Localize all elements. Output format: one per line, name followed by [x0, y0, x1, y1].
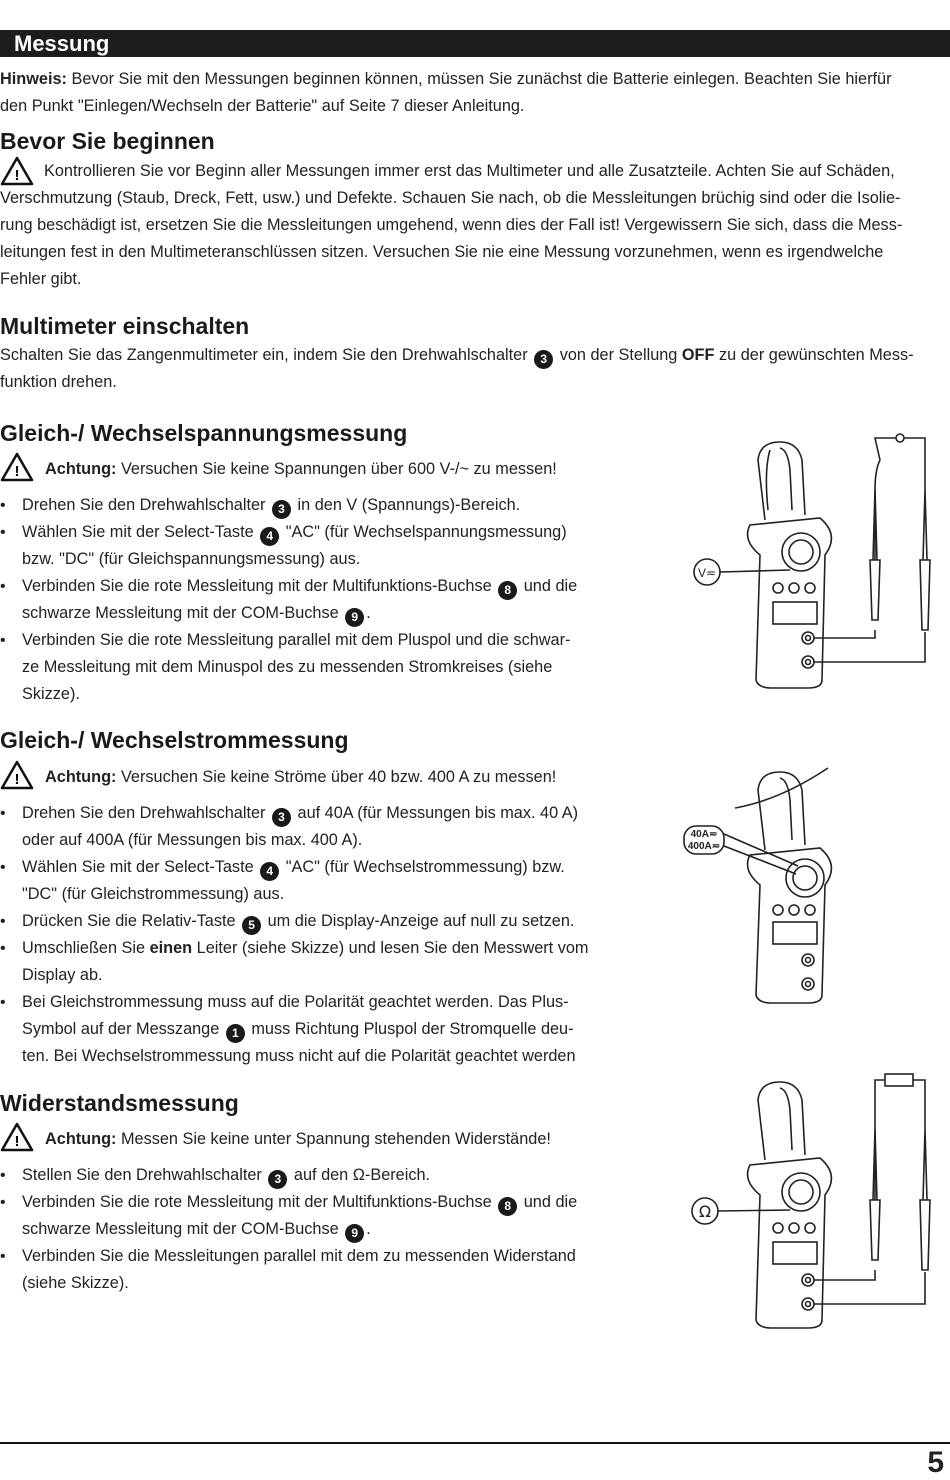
bullet: •	[0, 913, 6, 930]
warning-text: Versuchen Sie keine Ströme über 40 bzw. 400 A zu messen!	[120, 768, 557, 786]
hinweis-line: den Punkt "Einlegen/Wechseln der Batterie" auf Seite 7 dieser Anleitung.	[0, 97, 525, 115]
strom-warning	[45, 764, 556, 791]
bevor-paragraph	[0, 158, 950, 293]
bullet: •	[0, 1248, 6, 1265]
bullet: •	[0, 859, 6, 876]
svg-text:!: !	[14, 167, 20, 184]
list-item: • Verbinden Sie die rote Messleitung mit der Multifunktions-Buchse 8 und die schwarze Messleitung mit der COM-Buchse 9 .	[0, 1189, 640, 1243]
bevor-line: rung beschädigt ist, ersetzen Sie die Messleitungen umgehend, wenn dies der Fall ist! Vergewissern Sie sich, dass die Mess-	[0, 216, 903, 234]
svg-text:!: !	[14, 771, 20, 788]
range-label: Ω	[698, 1202, 712, 1221]
list-item: • Umschließen Sie einen Leiter (siehe Skizze) und lesen Sie den Messwert vom Display ab.	[0, 935, 640, 989]
text: von der Stellung	[559, 346, 678, 364]
warning-text: Versuchen Sie keine Spannungen über 600 V-/~ zu messen!	[120, 460, 557, 478]
multimeter-voltage-illustration	[680, 430, 950, 695]
list-item: • Wählen Sie mit der Select-Taste 4 "AC" (für Wechselstrommessung) bzw. "DC" (für Gleichstrommessung) aus.	[0, 854, 640, 908]
bullet: •	[0, 578, 6, 595]
list-item: • Verbinden Sie die rote Messleitung mit der Multifunktions-Buchse 8 und die schwarze Messleitung mit der COM-Buchse 9 .	[0, 573, 640, 627]
widerstand-list	[0, 1162, 640, 1297]
list-item: • Drücken Sie die Relativ-Taste 5 um die Display-Anzeige auf null zu setzen.	[0, 908, 640, 935]
warning-label: Achtung:	[45, 460, 117, 478]
callout-number: 4	[260, 527, 279, 546]
list-item: • Drehen Sie den Drehwahlschalter 3 auf 40A (für Messungen bis max. 40 A) oder auf 400A (für Messungen bis max. 400 A).	[0, 800, 640, 854]
bevor-line: leitungen fest in den Multimeteranschlüssen sitzen. Versuchen Sie nie eine Messung vorzunehmen, wenn es irgendwelche	[0, 243, 884, 261]
warning-label: Achtung:	[45, 768, 117, 786]
bold-text: OFF	[681, 346, 715, 364]
heading-spannung: Gleich-/ Wechselspannungsmessung	[0, 420, 408, 446]
list-item: • Bei Gleichstrommessung muss auf die Polarität geachtet werden. Das Plus- Symbol auf der Messzange 1 muss Richtung Pluspol der Stromquelle deu- ten. Bei Wechselstrommessung muss nicht auf die Polarität geachtet werden	[0, 989, 640, 1070]
text: zu der gewünschten Mess-	[718, 346, 914, 364]
page-number: 5	[927, 1446, 944, 1479]
callout-number: 8	[498, 581, 517, 600]
spannung-list	[0, 492, 640, 708]
warning-text: Messen Sie keine unter Spannung stehenden Widerstände!	[120, 1130, 551, 1148]
list-item: • Wählen Sie mit der Select-Taste 4 "AC" (für Wechselspannungsmessung) bzw. "DC" (für Gleichspannungsmessung) aus.	[0, 519, 640, 573]
spannung-warning	[45, 456, 557, 483]
callout-number: 8	[498, 1197, 517, 1216]
list-item: • Drehen Sie den Drehwahlschalter 3 in den V (Spannungs)-Bereich.	[0, 492, 640, 519]
hinweis-line: Bevor Sie mit den Messungen beginnen können, müssen Sie zunächst die Batterie einlegen. Beachten Sie hierfür	[71, 70, 892, 88]
callout-number: 5	[242, 916, 261, 935]
multimeter-resistance-illustration	[680, 1070, 950, 1340]
strom-list	[0, 800, 640, 1070]
warning-icon	[0, 452, 34, 487]
heading-bevor: Bevor Sie beginnen	[0, 128, 215, 154]
range-label: V≂	[697, 566, 717, 580]
svg-text:!: !	[14, 463, 20, 480]
warning-icon	[0, 760, 34, 795]
section-title: Messung	[14, 31, 110, 56]
bullet: •	[0, 940, 6, 957]
heading-widerstand: Widerstandsmessung	[0, 1090, 239, 1116]
callout-number: 3	[268, 1170, 287, 1189]
bullet: •	[0, 1194, 6, 1211]
callout-number: 3	[272, 808, 291, 827]
callout-number: 9	[345, 608, 364, 627]
bullet: •	[0, 497, 6, 514]
warning-label: Achtung:	[45, 1130, 117, 1148]
text: Schalten Sie das Zangenmultimeter ein, indem Sie den Drehwahlschalter	[0, 346, 528, 364]
multimeter-current-illustration	[680, 760, 850, 1010]
bullet: •	[0, 805, 6, 822]
range-label: 400A≂	[687, 841, 721, 852]
list-item: • Verbinden Sie die rote Messleitung parallel mit dem Pluspol und die schwar- ze Messleitung mit dem Minuspol des zu messenden Stromkreises (siehe Skizze).	[0, 627, 640, 708]
warning-icon	[0, 1122, 34, 1157]
bevor-line: Verschmutzung (Staub, Dreck, Fett, usw.) und Defekte. Schauen Sie nach, ob die Messleitungen brüchig sind oder die Isolie-	[0, 189, 901, 207]
text: funktion drehen.	[0, 373, 117, 391]
callout-number: 4	[260, 862, 279, 881]
widerstand-warning	[45, 1126, 551, 1153]
section-title-bar	[0, 30, 950, 57]
heading-einschalten: Multimeter einschalten	[0, 313, 250, 339]
hinweis-paragraph	[0, 66, 950, 120]
bevor-line: Kontrollieren Sie vor Beginn aller Messungen immer erst das Multimeter und alle Zusatzteile. Achten Sie auf Schäden,	[44, 162, 895, 180]
einschalten-paragraph	[0, 342, 950, 396]
range-label: 40A≂	[690, 829, 718, 840]
bullet: •	[0, 524, 6, 541]
bullet: •	[0, 1167, 6, 1184]
callout-number: 3	[272, 500, 291, 519]
hinweis-label: Hinweis:	[0, 70, 67, 88]
callout-number: 1	[226, 1024, 245, 1043]
list-item: • Stellen Sie den Drehwahlschalter 3 auf den Ω-Bereich.	[0, 1162, 640, 1189]
bullet: •	[0, 632, 6, 649]
bevor-line: Fehler gibt.	[0, 270, 82, 288]
callout-number: 9	[345, 1224, 364, 1243]
heading-strom: Gleich-/ Wechselstrommessung	[0, 727, 349, 753]
svg-text:!: !	[14, 1133, 20, 1150]
list-item: • Verbinden Sie die Messleitungen parallel mit dem zu messenden Widerstand (siehe Skizze).	[0, 1243, 640, 1297]
bullet: •	[0, 994, 6, 1011]
callout-number: 3	[534, 350, 553, 369]
footer-rule	[0, 1442, 950, 1444]
